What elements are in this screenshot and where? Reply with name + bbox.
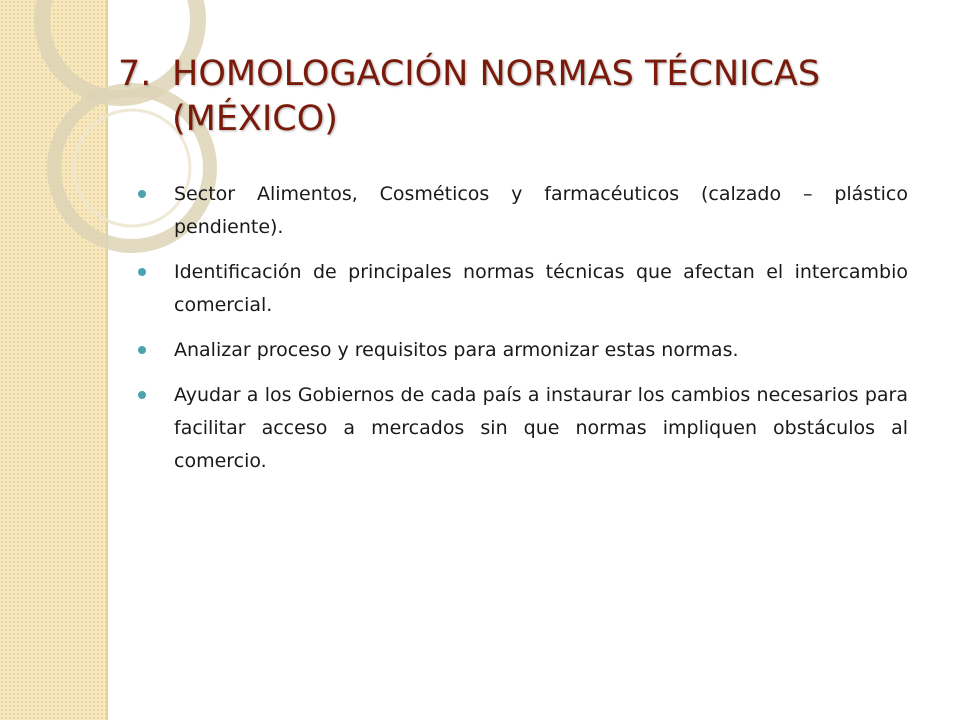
bullet-text: Sector Alimentos, Cosméticos y farmacéuticos (calzado – plástico pendiente). xyxy=(174,183,908,238)
bullet-text: Identificación de principales normas técnicas que afectan el intercambio comercial. xyxy=(174,261,908,316)
bullet-item xyxy=(136,334,908,367)
title-number: 7. xyxy=(118,54,152,94)
bullet-item xyxy=(136,379,908,478)
bullet-dot-icon xyxy=(138,190,146,198)
bullet-dot-icon xyxy=(138,268,146,276)
bullet-dot-icon xyxy=(138,391,146,399)
title-line-2: (MÉXICO) xyxy=(172,99,338,139)
decorative-side-band xyxy=(0,0,108,720)
bullet-item xyxy=(136,256,908,322)
bullet-text: Analizar proceso y requisitos para armonizar estas normas. xyxy=(174,339,739,361)
bullet-list xyxy=(136,178,908,490)
bullet-text: Ayudar a los Gobiernos de cada país a instaurar los cambios necesarios para facilitar acceso a mercados sin que normas impliquen obstáculos al comercio. xyxy=(174,384,908,472)
title-row xyxy=(118,52,878,97)
bullet-dot-icon xyxy=(138,346,146,354)
bullet-item xyxy=(136,178,908,244)
title-line-1: HOMOLOGACIÓN NORMAS TÉCNICAS xyxy=(172,54,821,94)
slide-title xyxy=(118,52,878,142)
title-row xyxy=(118,97,878,142)
